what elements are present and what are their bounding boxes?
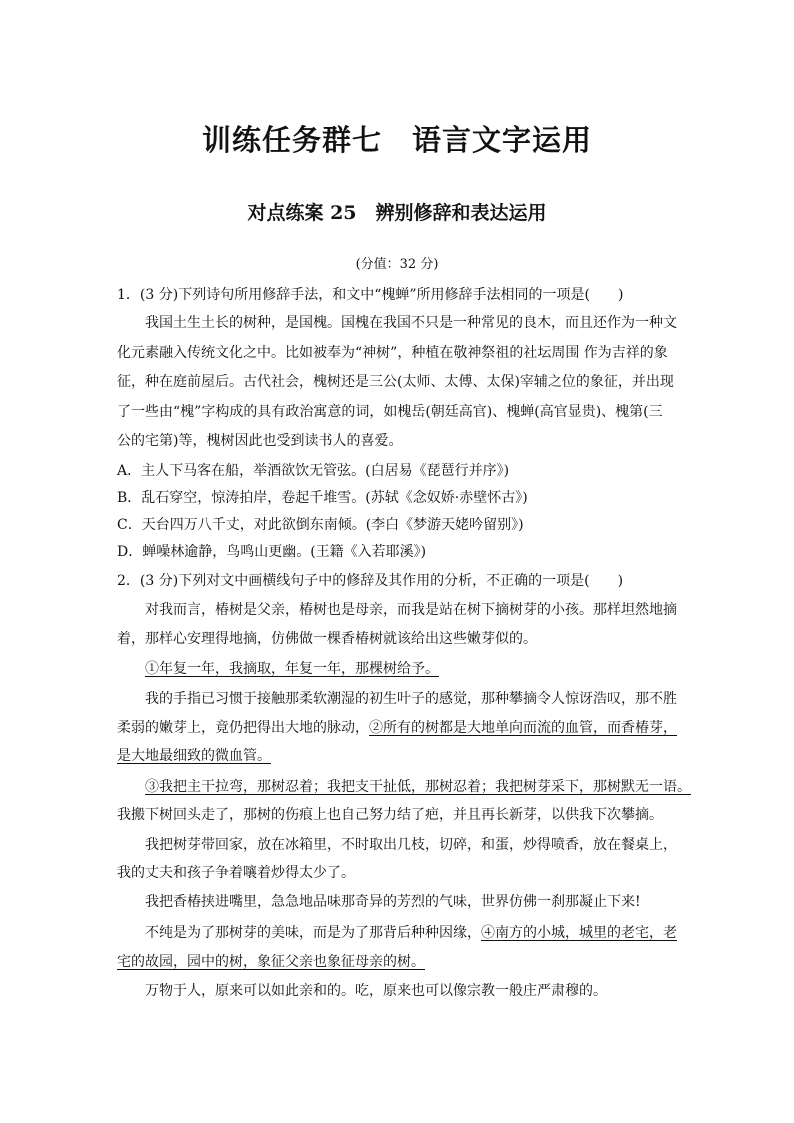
q2-passage-line [117, 718, 677, 738]
q1-passage-line: 公的宅第)等，槐树因此也受到读书人的喜爱。 [117, 433, 403, 449]
underlined-sentence-4-cont: 宅的故园，园中的树，象征父亲也象征母亲的树。 [117, 954, 425, 970]
underlined-sentence-2-cont: 是大地最细致的微血管。 [117, 748, 271, 764]
q1-passage-line: 化元素融入传统文化之中。比如被奉为“神树”，种植在敬神祭祖的社坛周围 作为吉祥的象 [117, 345, 668, 361]
passage-text: 柔弱的嫩芽上，竟仍把得出大地的脉动， [117, 720, 369, 736]
q1-passage-line: 我国土生土长的树种，是国槐。国槐在我国不只是一种常见的良木，而且还作为一种文 [145, 315, 677, 331]
underlined-sentence-2: ②所有的树都是大地单向而流的血管，而香椿芽， [369, 720, 677, 736]
q1-passage-line: 了一些由“槐”字构成的具有政治寓意的词，如槐岳(朝廷高官)、槐蝉(高官显贵)、槐第(三 [117, 404, 663, 420]
q2-passage-line: 我搬下树回头走了，那树的伤痕上也自己努力结了疤，并且再长新芽，以供我下次攀摘。 [117, 807, 663, 823]
question-1-stem: 1．(3 分)下列诗句所用修辞手法，和文中“槐蝉”所用修辞手法相同的一项是( ) [117, 287, 624, 303]
q2-passage-line: 我把香椿挟进嘴里，急急地品味那奇异的芳烈的气味，世界仿佛一刹那凝止下来! [145, 894, 641, 910]
q2-passage-line: 我的手指已习惯于接触那柔软潮湿的初生叶子的感觉，那种攀摘令人惊讶浩叹，那不胜 [145, 691, 677, 707]
q1-option-d: D．蝉噪林逾静，鸟鸣山更幽。(王籍《入若耶溪》) [117, 544, 427, 560]
q2-passage-line: 万物于人，原来可以如此亲和的。吃，原来也可以像宗教一般庄严肃穆的。 [145, 983, 607, 999]
question-2-stem: 2．(3 分)下列对文中画横线句子中的修辞及其作用的分析，不正确的一项是( ) [117, 573, 624, 589]
q1-option-a: A．主人下马客在船，举酒欲饮无管弦。(白居易《琵琶行并序》) [117, 463, 510, 479]
q2-passage-line: 对我而言，椿树是父亲，椿树也是母亲，而我是站在树下摘树芽的小孩。那样坦然地摘 [145, 602, 677, 618]
q2-passage-line: 我的丈夫和孩子争着嚷着炒得太少了。 [117, 865, 355, 881]
underlined-sentence-4: ④南方的小城，城里的老宅，老 [481, 925, 677, 941]
score-note: (分值：32 分) [355, 257, 439, 272]
page-title: 训练任务群七 语言文字运用 [201, 123, 592, 157]
q2-passage-line: 着，那样心安理得地摘，仿佛做一棵香椿树就该给出这些嫩芽似的。 [117, 631, 537, 647]
q2-passage-line [145, 923, 677, 943]
q1-option-c: C．天台四万八千丈，对此欲倒东南倾。(李白《梦游天姥吟留别》) [117, 517, 524, 533]
q2-passage-line: 我把树芽带回家，放在冰箱里，不时取出几枝，切碎，和蛋，炒得喷香，放在餐桌上， [145, 837, 677, 853]
passage-text: 不纯是为了那树芽的美味，而是为了那背后种种因缘， [145, 925, 481, 941]
q1-passage-line: 征，种在庭前屋后。古代社会，槐树还是三公(太师、太傅、太保)宰辅之位的象征，并出现 [117, 374, 674, 390]
underlined-sentence-3: ③我把主干拉弯，那树忍着；我把支干扯低，那树忍着；我把树芽采下，那树默无一语。 [145, 779, 691, 795]
underlined-sentence-1: ①年复一年，我摘取，年复一年，那棵树给予。 [145, 661, 439, 677]
q1-option-b: B．乱石穿空，惊涛拍岸，卷起千堆雪。(苏轼《念奴娇·赤壁怀古》) [117, 490, 528, 506]
page-subtitle: 对点练案 25 辨别修辞和表达运用 [247, 202, 547, 224]
